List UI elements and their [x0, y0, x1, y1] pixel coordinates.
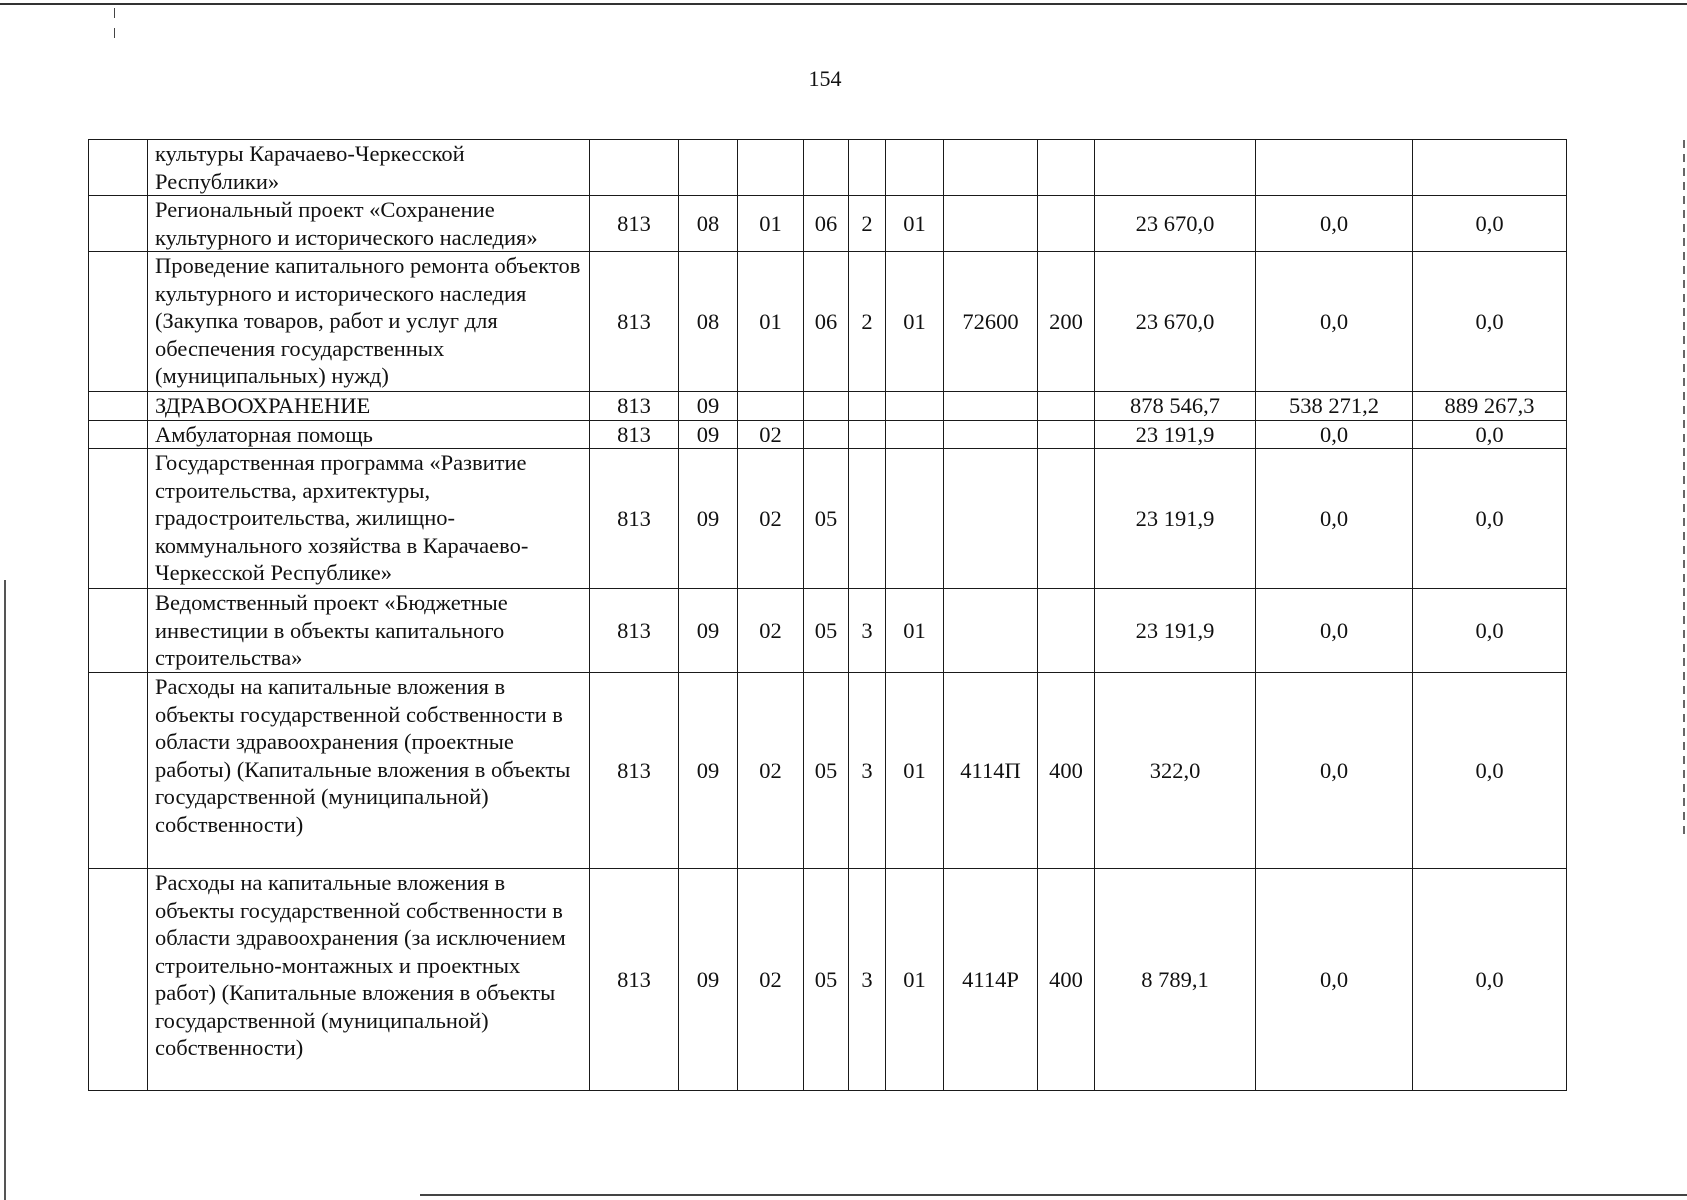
project-code — [886, 392, 944, 421]
amount-year-3: 0,0 — [1413, 673, 1567, 869]
direction-code — [944, 392, 1038, 421]
scan-mark — [114, 8, 115, 18]
direction-code — [944, 196, 1038, 252]
table-row — [89, 589, 1567, 673]
scan-border-bottom — [420, 1194, 1687, 1196]
amount-year-1: 8 789,1 — [1095, 869, 1256, 1091]
scan-border-left — [4, 580, 6, 1200]
ministry-code: 813 — [590, 449, 679, 589]
ministry-code: 813 — [590, 392, 679, 421]
ministry-code: 813 — [590, 420, 679, 449]
project-code: 01 — [886, 673, 944, 869]
amount-year-3: 889 267,3 — [1413, 392, 1567, 421]
project-type-code — [849, 392, 886, 421]
program-code: 05 — [804, 869, 849, 1091]
subsection-code: 01 — [738, 252, 804, 392]
section-code: 09 — [679, 392, 738, 421]
direction-code: 4114П — [944, 673, 1038, 869]
project-type-code: 3 — [849, 869, 886, 1091]
ministry-code: 813 — [590, 673, 679, 869]
project-type-code: 2 — [849, 196, 886, 252]
budget-table — [88, 139, 1567, 1091]
project-code: 01 — [886, 252, 944, 392]
program-code: 05 — [804, 589, 849, 673]
table-row — [89, 869, 1567, 1091]
expense-type-code — [1038, 589, 1095, 673]
expense-type-code — [1038, 392, 1095, 421]
amount-year-2: 0,0 — [1256, 589, 1413, 673]
amount-year-1: 878 546,7 — [1095, 392, 1256, 421]
section-code: 09 — [679, 449, 738, 589]
scan-border-right — [1683, 140, 1685, 840]
project-type-code — [849, 420, 886, 449]
section-code: 09 — [679, 589, 738, 673]
table-row — [89, 449, 1567, 589]
program-code — [804, 140, 849, 196]
program-code: 06 — [804, 196, 849, 252]
section-code — [679, 140, 738, 196]
ministry-code: 813 — [590, 869, 679, 1091]
project-type-code: 3 — [849, 673, 886, 869]
project-code: 01 — [886, 869, 944, 1091]
ministry-code: 813 — [590, 589, 679, 673]
page-number: 154 — [808, 66, 842, 91]
item-name: культуры Карачаево-Черкесской Республики» — [148, 140, 590, 196]
amount-year-1 — [1095, 140, 1256, 196]
project-code: 01 — [886, 589, 944, 673]
amount-year-3 — [1413, 140, 1567, 196]
subsection-code: 02 — [738, 869, 804, 1091]
amount-year-1: 23 191,9 — [1095, 449, 1256, 589]
expense-type-code — [1038, 420, 1095, 449]
amount-year-3: 0,0 — [1413, 449, 1567, 589]
project-type-code: 3 — [849, 589, 886, 673]
section-code: 09 — [679, 869, 738, 1091]
amount-year-1: 322,0 — [1095, 673, 1256, 869]
program-code — [804, 420, 849, 449]
direction-code — [944, 420, 1038, 449]
amount-year-3: 0,0 — [1413, 589, 1567, 673]
expense-type-code: 200 — [1038, 252, 1095, 392]
project-type-code: 2 — [849, 252, 886, 392]
subsection-code: 02 — [738, 449, 804, 589]
amount-year-2 — [1256, 140, 1413, 196]
program-code: 06 — [804, 252, 849, 392]
amount-year-1: 23 670,0 — [1095, 252, 1256, 392]
amount-year-3: 0,0 — [1413, 252, 1567, 392]
amount-year-1: 23 191,9 — [1095, 589, 1256, 673]
item-name: Ведомственный проект «Бюджетные инвестиции в объекты капитального строительства» — [148, 589, 590, 673]
program-code — [804, 392, 849, 421]
amount-year-2: 0,0 — [1256, 420, 1413, 449]
project-code — [886, 140, 944, 196]
direction-code: 72600 — [944, 252, 1038, 392]
direction-code — [944, 140, 1038, 196]
project-type-code — [849, 449, 886, 589]
amount-year-2: 0,0 — [1256, 196, 1413, 252]
subsection-code: 02 — [738, 673, 804, 869]
subsection-code — [738, 392, 804, 421]
amount-year-2: 0,0 — [1256, 449, 1413, 589]
item-name: Расходы на капитальные вложения в объекты государственной собственности в области здравоохранения (за исключением строительно-монтажных и проектных работ) (Капитальные вложения в объекты государственной (муниципальной) собственности) — [148, 869, 590, 1091]
direction-code — [944, 589, 1038, 673]
table-row — [89, 140, 1567, 196]
expense-type-code: 400 — [1038, 673, 1095, 869]
section-code: 08 — [679, 252, 738, 392]
section-code: 08 — [679, 196, 738, 252]
item-name: Проведение капитального ремонта объектов культурного и исторического наследия (Закупка товаров, работ и услуг для обеспечения государственных (муниципальных) нужд) — [148, 252, 590, 392]
ministry-code: 813 — [590, 252, 679, 392]
expense-type-code: 400 — [1038, 869, 1095, 1091]
item-name: Расходы на капитальные вложения в объекты государственной собственности в области здравоохранения (проектные работы) (Капитальные вложения в объекты государственной (муниципальной) собственности) — [148, 673, 590, 869]
table-row — [89, 673, 1567, 869]
direction-code — [944, 449, 1038, 589]
section-code: 09 — [679, 420, 738, 449]
subsection-code: 02 — [738, 589, 804, 673]
row-number-cell — [89, 392, 148, 421]
amount-year-1: 23 191,9 — [1095, 420, 1256, 449]
subsection-code — [738, 140, 804, 196]
scan-mark — [114, 28, 115, 38]
amount-year-2: 0,0 — [1256, 252, 1413, 392]
section-code: 09 — [679, 673, 738, 869]
amount-year-2: 0,0 — [1256, 869, 1413, 1091]
table-row — [89, 392, 1567, 421]
amount-year-3: 0,0 — [1413, 196, 1567, 252]
row-number-cell — [89, 589, 148, 673]
ministry-code: 813 — [590, 196, 679, 252]
item-name: Региональный проект «Сохранение культурного и исторического наследия» — [148, 196, 590, 252]
amount-year-2: 538 271,2 — [1256, 392, 1413, 421]
direction-code: 4114Р — [944, 869, 1038, 1091]
project-code — [886, 420, 944, 449]
project-code: 01 — [886, 196, 944, 252]
expense-type-code — [1038, 449, 1095, 589]
project-type-code — [849, 140, 886, 196]
table-row — [89, 420, 1567, 449]
subsection-code: 01 — [738, 196, 804, 252]
row-number-cell — [89, 449, 148, 589]
item-name: ЗДРАВООХРАНЕНИЕ — [148, 392, 590, 421]
amount-year-3: 0,0 — [1413, 869, 1567, 1091]
project-code — [886, 449, 944, 589]
row-number-cell — [89, 420, 148, 449]
table-row — [89, 252, 1567, 392]
item-name: Амбулаторная помощь — [148, 420, 590, 449]
row-number-cell — [89, 673, 148, 869]
row-number-cell — [89, 196, 148, 252]
scan-border-top — [0, 3, 1687, 5]
program-code: 05 — [804, 673, 849, 869]
amount-year-2: 0,0 — [1256, 673, 1413, 869]
row-number-cell — [89, 140, 148, 196]
expense-type-code — [1038, 196, 1095, 252]
item-name: Государственная программа «Развитие строительства, архитектуры, градостроительства, жилищно-коммунального хозяйства в Карачаево-Черкесской Республике» — [148, 449, 590, 589]
ministry-code — [590, 140, 679, 196]
subsection-code: 02 — [738, 420, 804, 449]
row-number-cell — [89, 869, 148, 1091]
expense-type-code — [1038, 140, 1095, 196]
amount-year-1: 23 670,0 — [1095, 196, 1256, 252]
row-number-cell — [89, 252, 148, 392]
amount-year-3: 0,0 — [1413, 420, 1567, 449]
program-code: 05 — [804, 449, 849, 589]
table-row — [89, 196, 1567, 252]
